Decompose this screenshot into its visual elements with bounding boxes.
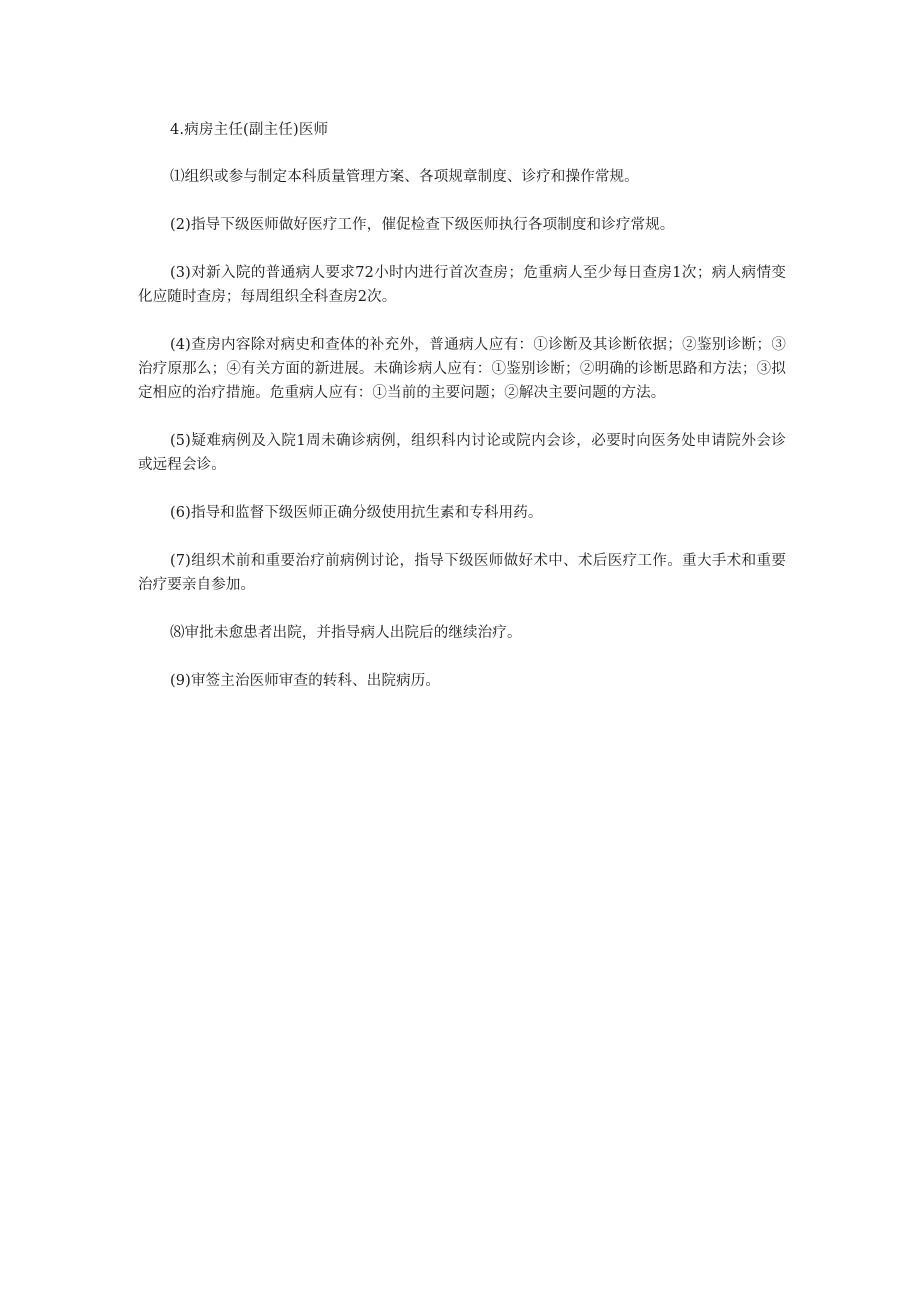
paragraph-8: ⑻审批未愈患者出院，并指导病人出院后的继续治疗。 xyxy=(170,625,522,641)
paragraph-1: ⑴组织或参与制定本科质量管理方案、各项规章制度、诊疗和操作常规。 xyxy=(170,169,639,185)
document-page xyxy=(138,118,786,717)
paragraph-6: (6)指导和监督下级医师正确分级使用抗生素和专科用药。 xyxy=(170,505,543,521)
paragraph-3: (3)对新入院的普通病人要求72小时内进行首次查房；危重病人至少每日查房1次；病人病情变化应随时查房；每周组织全科查房2次。 xyxy=(138,265,786,305)
paragraph-9: (9)审签主治医师审查的转科、出院病历。 xyxy=(170,673,441,689)
paragraph-7: (7)组织术前和重要治疗前病例讨论，指导下级医师做好术中、术后医疗工作。重大手术和重要治疗要亲自参加。 xyxy=(138,553,786,593)
paragraph-5: (5)疑难病例及入院1周未确诊病例，组织科内讨论或院内会诊，必要时向医务处申请院外会诊或远程会诊。 xyxy=(138,433,786,473)
paragraph-2: (2)指导下级医师做好医疗工作，催促检查下级医师执行各项制度和诊疗常规。 xyxy=(170,217,675,233)
section-heading: 4.病房主任(副主任)医师 xyxy=(170,122,329,138)
paragraph-4: (4)查房内容除对病史和查体的补充外，普通病人应有：①诊断及其诊断依据；②鉴别诊断；③治疗原那么；④有关方面的新进展。未确诊病人应有：①鉴别诊断；②明确的诊断思路和方法；③拟定相应的治疗措施。危重病人应有：①当前的主要问题；②解决主要问题的方法。 xyxy=(138,337,786,401)
